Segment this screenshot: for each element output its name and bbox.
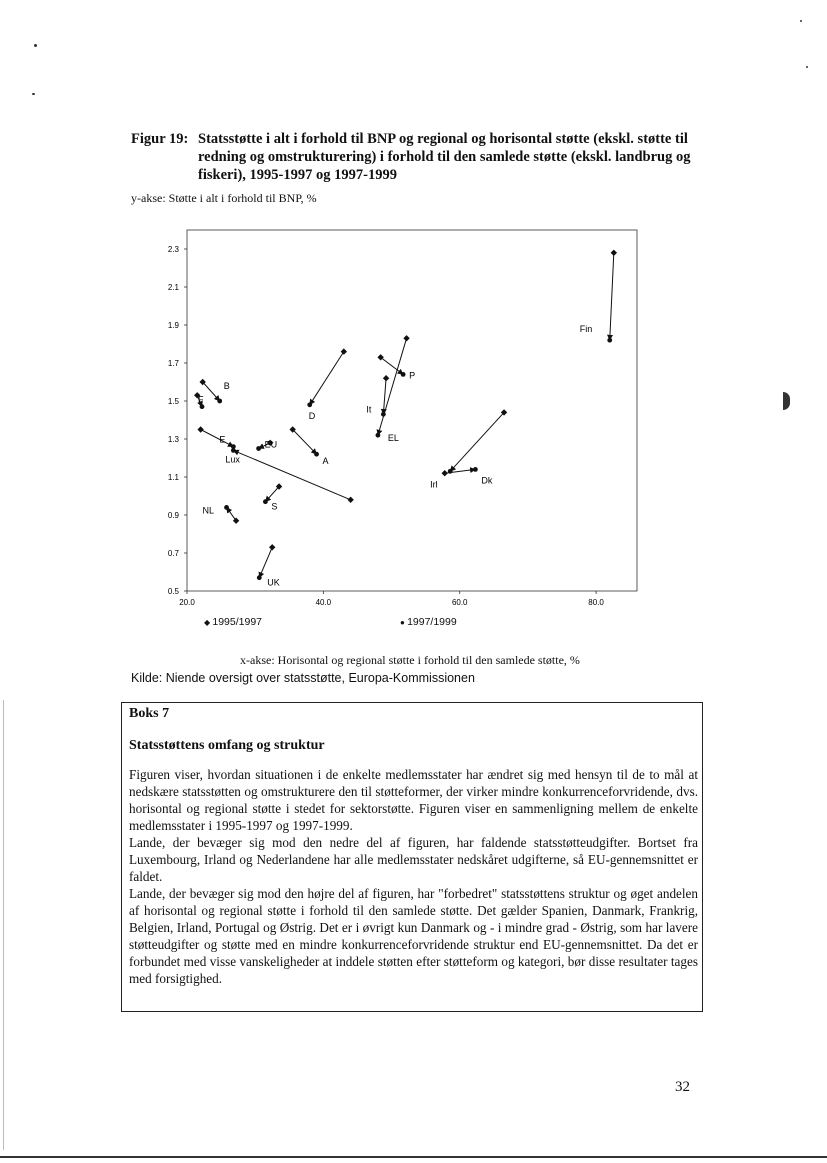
y-tick-label: 1.3 [167, 435, 179, 444]
point-1997-1999 [231, 448, 236, 453]
point-label: Dk [481, 475, 493, 486]
diamond-marker-icon: ◆ [204, 618, 213, 627]
point-1995-1997 [383, 375, 389, 381]
point-1997-1999 [307, 402, 312, 407]
movement-arrow [227, 507, 237, 520]
info-box [121, 702, 703, 1012]
box-paragraph: Figuren viser, hvordan situationen i de enkelte medlemsstater har ændret sig med hensyn til de to mål at nedskære statsstøtten og omstrukturere den til støtteformer, der virker mindre konkurrenceforvridende, dvs. horisontal og regional støtte i stedet for sektorstøtte. Figuren viser en sammenligning mellem de enkelte medlemsstater i 1995-1997 og 1997-1999. [129, 767, 698, 833]
page-number: 32 [675, 1079, 690, 1095]
scatter-chart [140, 225, 640, 610]
point-1997-1999 [200, 404, 205, 409]
figure-title: Statsstøtte i alt i forhold til BNP og regional og horisontal støtte (ekskl. støtte til redning og omstrukturering) i forhold til den samlede støtte (ekskl. landbrug og fiskeri), 1995-1997 og 1997-1999 [198, 131, 691, 183]
legend-entry [204, 616, 262, 628]
x-tick-label: 60.0 [451, 598, 468, 607]
legend-label: 1995/1997 [212, 616, 263, 628]
source-line: Kilde: Niende oversigt over statsstøtte, Europa-Kommissionen [131, 671, 475, 685]
point-1997-1999 [257, 575, 262, 580]
point-label: A [322, 456, 329, 467]
point-label: It [366, 404, 372, 415]
point-label: NL [202, 505, 215, 516]
point-1997-1999 [607, 338, 612, 343]
movement-arrow [450, 412, 504, 471]
y-tick-label: 0.9 [167, 511, 179, 520]
movement-arrow [293, 430, 317, 455]
scan-speck [34, 44, 37, 47]
y-tick-label: 0.5 [167, 587, 179, 596]
point-1997-1999 [401, 372, 406, 377]
x-axis-caption: x-akse: Horisontal og regional støtte i forhold til den samlede støtte, % [240, 653, 580, 667]
x-tick-label: 20.0 [179, 598, 195, 607]
figure-title-block [131, 130, 731, 184]
point-label: P [409, 370, 416, 381]
movement-arrow [378, 338, 407, 435]
point-1997-1999 [263, 499, 268, 504]
y-tick-label: 0.7 [167, 549, 179, 558]
point-label: D [308, 410, 316, 421]
movement-arrow [259, 547, 272, 577]
point-1995-1997 [233, 518, 239, 524]
point-label: EU [264, 439, 278, 450]
scan-speck [32, 93, 35, 95]
point-1995-1997 [269, 544, 275, 550]
binder-hole-mark [783, 392, 790, 410]
x-tick-label: 40.0 [315, 598, 332, 607]
y-tick-label: 1.7 [167, 359, 179, 368]
x-tick-label: 80.0 [588, 598, 604, 607]
box-subheading: Statsstøttens omfang og struktur [129, 738, 325, 753]
point-label: Fin [579, 324, 593, 335]
circle-marker-icon: ● [400, 618, 408, 627]
y-tick-label: 1.9 [167, 321, 179, 330]
scan-speck [806, 66, 808, 68]
movement-arrow [203, 382, 220, 401]
point-label: F [198, 394, 204, 405]
point-1997-1999 [376, 433, 381, 438]
point-1995-1997 [403, 335, 409, 341]
point-1997-1999 [256, 446, 261, 451]
box-paragraph: Lande, der bevæger sig mod den nedre del af figuren, har faldende statsstøtteudgifter. Bortset fra Luxembourg, Irland og Nederlandene har alle medlemsstater nedskåret udgifterne, så EU-gennemsnittet er faldet. [129, 835, 698, 884]
point-1997-1999 [473, 467, 478, 472]
point-label: EL [387, 433, 399, 444]
point-1997-1999 [224, 505, 229, 510]
point-label: E [219, 434, 226, 445]
y-tick-label: 2.1 [167, 283, 179, 292]
y-tick-label: 2.3 [167, 245, 179, 254]
left-scan-edge [3, 700, 4, 1150]
y-tick-label: 1.5 [167, 397, 179, 406]
scan-speck [800, 20, 802, 22]
point-label: Lux [225, 454, 240, 465]
y-axis-caption: y-akse: Støtte i alt i forhold til BNP, % [131, 191, 317, 205]
movement-arrow [310, 352, 344, 405]
point-label: UK [267, 577, 280, 588]
y-tick-label: 1.1 [167, 473, 179, 482]
box-paragraph: Lande, der bevæger sig mod den højre del af figuren, har "forbedret" statsstøttens struktur og øget andelen af horisontal og regional støtte i forhold til den samlede støtte. Det gælder Spanien, Danmark, Frankrig, Belgien, Irland, Portugal og Østrig. Det er i øvrigt kun Danmark og - i mindre grad - Østrig, som har lavere støtteudgifter og støtte med en mindre konkurrenceforvridende struktur end EU-gennemsnittet. Da det er forbundet med visse vanskeligheder at inddele støtten efter støtteform og kategori, bør disse resultater tages med forsigtighed. [129, 886, 698, 986]
legend-entry [400, 616, 457, 628]
movement-arrow [610, 253, 614, 340]
point-label: B [223, 381, 230, 391]
point-1995-1997 [347, 497, 353, 503]
movement-arrow [265, 487, 279, 502]
point-1995-1997 [341, 348, 347, 354]
figure-number: Figur 19: [131, 131, 189, 147]
point-1995-1997 [197, 426, 203, 432]
legend-label: 1997/1999 [407, 616, 457, 628]
point-label: Irl [430, 479, 438, 490]
point-1997-1999 [314, 452, 319, 457]
movement-arrow [201, 430, 234, 447]
point-1995-1997 [611, 250, 617, 256]
point-label: S [271, 501, 278, 512]
movement-arrow [233, 450, 350, 499]
point-1995-1997 [442, 470, 448, 476]
point-1997-1999 [217, 399, 222, 404]
plot-frame [187, 230, 637, 591]
box-heading: Boks 7 [129, 706, 170, 721]
bottom-scan-edge [0, 1156, 827, 1158]
box-body [129, 766, 702, 987]
